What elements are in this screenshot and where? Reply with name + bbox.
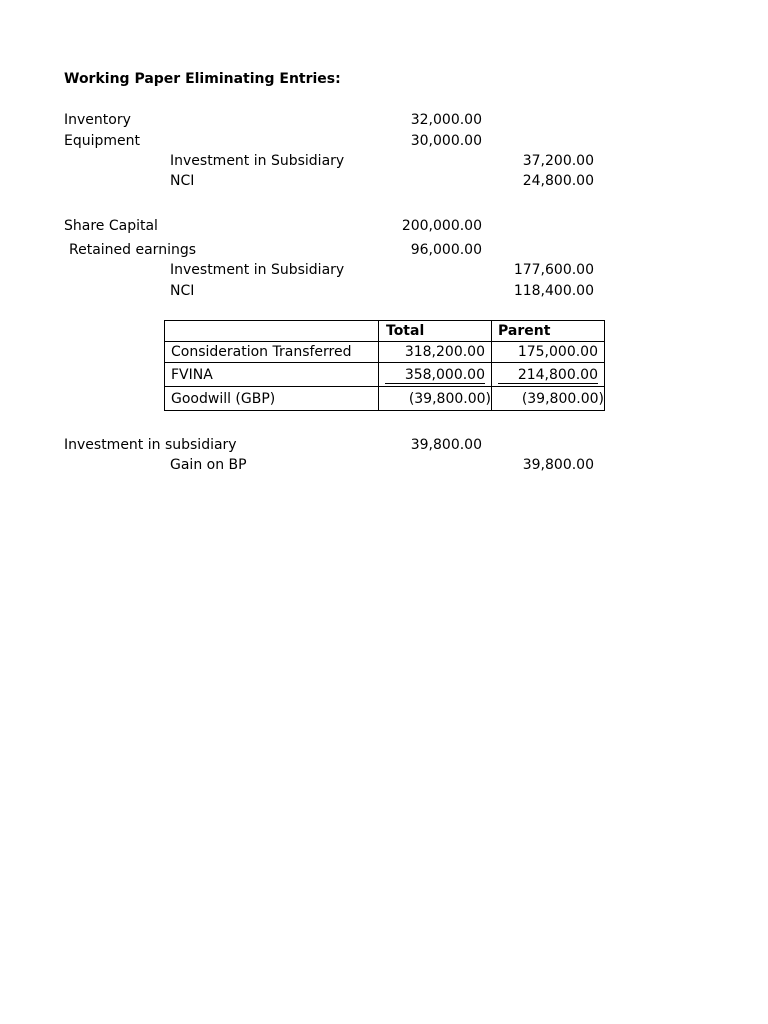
entry1-debit-account: Inventory [64,112,131,128]
entry3-credit-amount: 39,800.00 [522,457,594,473]
entry2-credit-amount: 177,600.00 [513,262,594,278]
entry1-credit-account: Investment in Subsidiary [170,153,345,169]
table-header-parent: Parent [492,321,605,342]
entry3-credit-account: Gain on BP [170,457,247,473]
entry1-debit-account: Equipment [64,133,140,149]
table-row [165,387,605,411]
row-total: 318,200.00 [379,342,492,363]
goodwill-table [164,320,605,411]
row-total-cell [379,363,492,387]
entry2-debit-amount: 96,000.00 [410,242,482,258]
row-label: FVINA [165,363,379,387]
page-title: Working Paper Eliminating Entries: [64,71,341,87]
row-total: (39,800.00) [379,387,492,411]
entry1-credit-amount: 24,800.00 [522,173,594,189]
row-parent: (39,800.00) [492,387,605,411]
entry1-debit-amount: 30,000.00 [410,133,482,149]
entry1-debit-amount: 32,000.00 [410,112,482,128]
table-header-row [165,321,605,342]
entry3-debit-account: Investment in subsidiary [64,437,237,453]
row-total: 358,000.00 [385,367,485,384]
entry1-credit-account: NCI [170,173,195,189]
table-header-total: Total [379,321,492,342]
entry2-debit-account: Retained earnings [69,242,197,258]
row-parent: 214,800.00 [498,367,598,384]
row-label: Goodwill (GBP) [165,387,379,411]
entry3-debit-amount: 39,800.00 [410,437,482,453]
entry2-debit-account: Share Capital [64,218,158,234]
row-parent-cell [492,363,605,387]
entry2-credit-amount: 118,400.00 [513,283,594,299]
entry2-credit-account: Investment in Subsidiary [170,262,345,278]
entry2-debit-amount: 200,000.00 [401,218,482,234]
table-row [165,342,605,363]
row-label: Consideration Transferred [165,342,379,363]
table-header-cell [165,321,379,342]
entry2-credit-account: NCI [170,283,195,299]
row-parent: 175,000.00 [492,342,605,363]
entry1-credit-amount: 37,200.00 [522,153,594,169]
table-row [165,363,605,387]
